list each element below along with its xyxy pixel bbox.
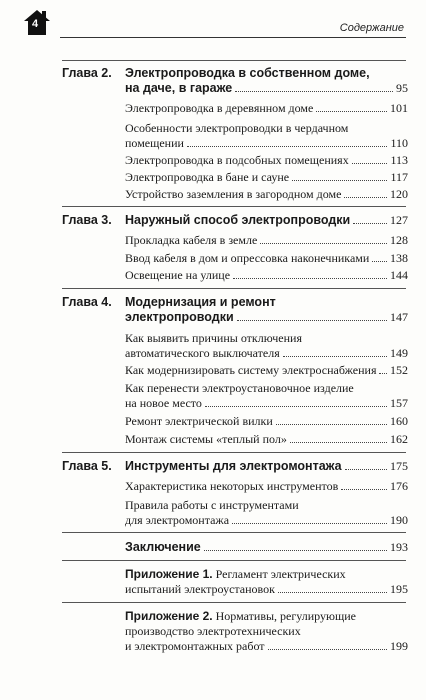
entry-title: Особенности электропроводки в чердачном: [125, 121, 349, 135]
section-divider: [62, 602, 406, 603]
appendix-label: Приложение 1.: [125, 567, 213, 581]
entry-title: Ввод кабеля в дом и опрессовка наконечниками: [125, 251, 370, 265]
chapter-title: на даче, в гараже: [125, 81, 233, 95]
toc-entry[interactable]: [125, 363, 408, 378]
entry-title: Правила работы с инструментами: [125, 498, 299, 512]
dot-leader: [205, 406, 387, 407]
dot-leader: [345, 469, 387, 470]
header-rule: [60, 37, 406, 38]
page-ref: 175: [390, 459, 408, 473]
page-ref: 149: [390, 346, 408, 360]
toc-entry[interactable]: [125, 479, 408, 494]
toc-entry[interactable]: [125, 310, 408, 325]
page-number: 4: [32, 18, 39, 30]
entry-title: помещении: [125, 136, 184, 150]
dot-leader: [372, 261, 387, 262]
page-ref: 157: [390, 396, 408, 410]
entry-title: Электропроводка в бане и сауне: [125, 170, 290, 184]
dot-leader: [353, 223, 387, 224]
toc-entry[interactable]: [125, 187, 408, 202]
section-divider: [62, 560, 406, 561]
toc-entry[interactable]: [125, 101, 408, 116]
conclusion-title: Заключение: [125, 540, 201, 554]
chapter-label: Глава 2.: [62, 66, 112, 80]
entry-title: Освещение на улице: [125, 268, 231, 282]
toc-entry[interactable]: [125, 233, 408, 248]
toc-entry[interactable]: [125, 170, 408, 185]
dot-leader: [187, 146, 387, 147]
chapter-title: Инструменты для электромонтажа: [125, 459, 342, 473]
toc-entry[interactable]: [125, 396, 408, 411]
toc-entry[interactable]: [125, 513, 408, 528]
entry-title: Характеристика некоторых инструментов: [125, 479, 339, 493]
section-divider: [62, 206, 406, 207]
section-divider: [62, 532, 406, 533]
page-ref: 144: [390, 268, 408, 282]
entry-title: Как модернизировать систему электроснабжения: [125, 363, 377, 377]
section-divider: [62, 452, 406, 453]
dot-leader: [204, 550, 387, 551]
entry-title: для электромонтажа: [125, 513, 230, 527]
page-ref: 138: [390, 251, 408, 265]
toc-entry[interactable]: [125, 153, 408, 168]
page-ref: 113: [390, 153, 408, 167]
entry-title: Устройство заземления в загородном доме: [125, 187, 342, 201]
page-ref: 176: [390, 479, 408, 493]
dot-leader: [283, 356, 387, 357]
entry-title: на новое место: [125, 396, 202, 410]
page-ref: 117: [390, 170, 408, 184]
dot-leader: [292, 180, 387, 181]
entry-title: Монтаж системы «теплый пол»: [125, 432, 287, 446]
entry-title: Ремонт электрической вилки: [125, 414, 273, 428]
toc-entry[interactable]: [125, 582, 408, 597]
entry-title: Как перенести электроустановочное изделие: [125, 381, 354, 395]
appendix-title: Регламент электрических: [212, 567, 346, 581]
dot-leader: [290, 442, 387, 443]
page-ref: 152: [390, 363, 408, 377]
page-ref: 127: [390, 213, 408, 227]
entry-title: Электропроводка в деревянном доме: [125, 101, 314, 115]
page-ref: 95: [396, 81, 408, 95]
dot-leader: [352, 163, 388, 164]
page-ref: 195: [390, 582, 408, 596]
dot-leader: [235, 91, 393, 92]
toc-entry[interactable]: [125, 432, 408, 447]
dot-leader: [276, 424, 387, 425]
toc-entry[interactable]: [125, 346, 408, 361]
page-ref: 120: [390, 187, 408, 201]
appendix-title: испытаний электроустановок: [125, 582, 275, 596]
dot-leader: [341, 489, 387, 490]
toc-entry[interactable]: [125, 459, 408, 474]
page-ref: 160: [390, 414, 408, 428]
page-ref: 193: [390, 540, 408, 554]
page-ref: 162: [390, 432, 408, 446]
dot-leader: [237, 320, 387, 321]
toc-entry[interactable]: [125, 213, 408, 228]
page-header: [0, 0, 426, 40]
chapter-title: Электропроводка в собственном доме,: [125, 66, 370, 80]
appendix-label: Приложение 2.: [125, 609, 213, 623]
appendix-title: Нормативы, регулирующие: [212, 609, 356, 623]
toc-entry[interactable]: [125, 81, 408, 96]
chapter-label: Глава 4.: [62, 295, 112, 309]
dot-leader: [268, 649, 387, 650]
appendix-heading: [125, 567, 346, 582]
toc-entry[interactable]: [125, 136, 408, 151]
appendix-heading: [125, 609, 356, 624]
appendix-title: и электромонтажных работ: [125, 639, 265, 653]
entry-title: Как выявить причины отключения: [125, 331, 302, 345]
section-divider: [62, 288, 406, 289]
page-ref: 101: [390, 101, 408, 115]
header-title: Содержание: [339, 22, 404, 34]
page-ref: 199: [390, 639, 408, 653]
toc-entry[interactable]: [125, 540, 408, 555]
entry-title: автоматического выключателя: [125, 346, 280, 360]
dot-leader: [344, 197, 387, 198]
dot-leader: [278, 592, 387, 593]
page-ref: 190: [390, 513, 408, 527]
dot-leader: [316, 111, 387, 112]
entry-title: Прокладка кабеля в земле: [125, 233, 258, 247]
entry-title: Электропроводка в подсобных помещениях: [125, 153, 349, 167]
page-ref: 110: [390, 136, 408, 150]
toc-entry[interactable]: [125, 268, 408, 283]
chapter-title: Модернизация и ремонт: [125, 295, 276, 309]
chapter-label: Глава 5.: [62, 459, 112, 473]
toc-entry[interactable]: [125, 414, 408, 429]
chapter-label: Глава 3.: [62, 213, 112, 227]
page-ref: 147: [390, 310, 408, 324]
toc-entry[interactable]: [125, 639, 408, 654]
dot-leader: [260, 243, 387, 244]
page-ref: 128: [390, 233, 408, 247]
section-divider: [62, 60, 406, 61]
toc-entry[interactable]: [125, 251, 408, 266]
dot-leader: [233, 278, 387, 279]
chapter-title: Наружный способ электропроводки: [125, 213, 351, 227]
dot-leader: [232, 523, 387, 524]
appendix-title: производство электротехнических: [125, 624, 301, 638]
dot-leader: [379, 373, 387, 374]
chapter-title: электропроводки: [125, 310, 234, 324]
